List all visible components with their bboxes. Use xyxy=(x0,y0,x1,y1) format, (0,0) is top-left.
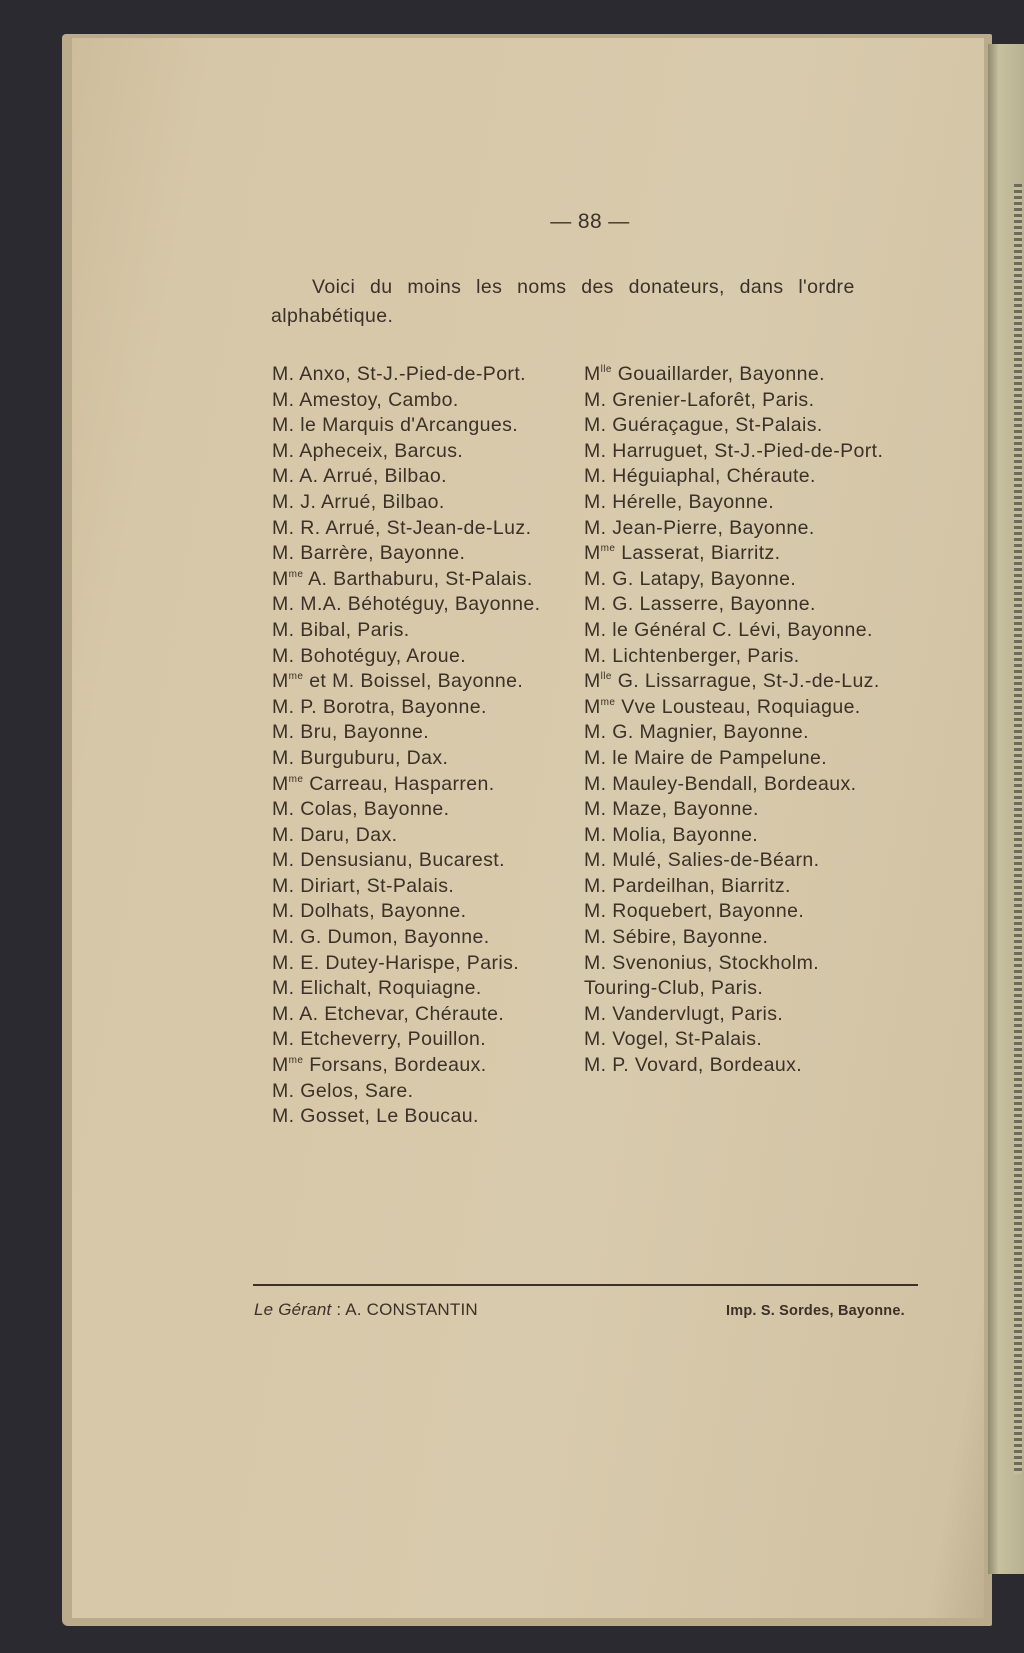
donor-name: Svenonius, Stockholm. xyxy=(612,951,820,974)
donor-title: M. xyxy=(272,593,295,616)
donor-entry xyxy=(272,1099,540,1128)
color-calibration-strip xyxy=(1014,184,1022,1474)
donor-name: J. Arrué, Bilbao. xyxy=(300,490,445,513)
donor-entry xyxy=(584,997,883,1023)
donor-entry xyxy=(584,562,883,588)
donor-title: M. xyxy=(584,874,607,897)
donor-title: M. xyxy=(584,823,607,846)
donor-name: Burguburu, Dax. xyxy=(300,746,449,769)
donor-name: Bru, Bayonne. xyxy=(300,721,430,744)
donor-title: M. xyxy=(584,798,607,821)
donor-name: G. Magnier, Bayonne. xyxy=(612,721,809,744)
donor-title: M. xyxy=(584,1028,607,1051)
donor-name: Héguiaphal, Chéraute. xyxy=(612,465,816,488)
donor-entry xyxy=(584,818,883,844)
donor-title: M. xyxy=(272,900,295,923)
donor-title: M. xyxy=(584,1002,607,1025)
donor-entry xyxy=(584,971,883,1000)
donor-name: Vve Lousteau, Roquiague. xyxy=(621,695,861,718)
donor-entry xyxy=(584,536,883,565)
donor-entry xyxy=(272,357,540,383)
donor-title: M. xyxy=(272,490,295,513)
donor-name: Lichtenberger, Paris. xyxy=(612,644,800,667)
donor-name: G. Lissarrague, St-J.-de-Luz. xyxy=(617,670,880,693)
donor-title: M. xyxy=(584,772,607,795)
page-number: — 88 — xyxy=(550,210,630,233)
donor-title-suffix: me xyxy=(288,773,304,785)
donor-entry xyxy=(584,434,883,460)
donor-title: M. xyxy=(584,618,607,641)
donor-entry xyxy=(584,690,883,716)
donor-name: Dolhats, Bayonne. xyxy=(300,900,467,923)
donor-entry xyxy=(584,587,883,616)
donor-title: M xyxy=(584,542,601,565)
donor-name: Densusianu, Bucarest. xyxy=(300,849,505,872)
donor-name: Etcheverry, Pouillon. xyxy=(300,1028,487,1051)
donor-list-right xyxy=(584,357,884,1077)
donor-entry xyxy=(272,1074,540,1100)
donor-name: Elichalt, Roquiagne. xyxy=(300,977,482,1000)
donor-entry xyxy=(584,511,883,537)
donor-name: Amestoy, Cambo. xyxy=(299,388,459,411)
donor-entry xyxy=(272,920,540,949)
donor-title: M xyxy=(584,363,601,385)
donor-entry xyxy=(584,946,883,972)
donor-entry xyxy=(272,383,540,409)
donor-entry xyxy=(584,843,883,872)
donor-title: M. xyxy=(584,414,607,437)
donor-entry xyxy=(272,459,540,488)
donor-title: M. xyxy=(272,542,295,565)
donor-title: M. xyxy=(272,388,295,411)
donor-title: M. xyxy=(584,490,607,513)
donor-title: M. xyxy=(272,1028,295,1051)
donor-name: et M. Boissel, Bayonne. xyxy=(309,670,524,693)
donor-entry xyxy=(272,408,540,437)
donor-entry xyxy=(272,792,540,821)
donor-title: M. xyxy=(584,1054,607,1077)
donor-title: M. xyxy=(584,465,607,488)
donor-entry xyxy=(272,1048,540,1077)
donor-title: M. xyxy=(272,695,295,718)
footer-gerant xyxy=(254,1300,478,1320)
donor-name: le Général C. Lévi, Bayonne. xyxy=(612,618,873,641)
donor-title: M. xyxy=(272,644,295,667)
donor-title: M. xyxy=(584,516,607,539)
donor-entry xyxy=(584,383,883,409)
donor-title: M. xyxy=(584,746,607,769)
donor-title: M. xyxy=(584,644,607,667)
donor-name: G. Lasserre, Bayonne. xyxy=(612,593,816,616)
intro-line-2: alphabétique. xyxy=(271,305,394,327)
donor-entry xyxy=(584,1048,883,1077)
donor-entry xyxy=(272,511,540,537)
donor-entry xyxy=(272,613,540,639)
donor-title: M xyxy=(272,1054,289,1077)
donor-title: M. xyxy=(272,926,295,949)
donor-title: M. xyxy=(272,746,295,769)
donor-name: A. Etchevar, Chéraute. xyxy=(299,1002,505,1025)
donor-name: Apheceix, Barcus. xyxy=(299,439,464,462)
donor-name: Roquebert, Bayonne. xyxy=(612,900,805,923)
donor-title: M. xyxy=(584,951,607,974)
donor-title: M. xyxy=(584,567,607,590)
donor-title: M. xyxy=(272,439,295,462)
donor-title: M xyxy=(272,567,289,590)
donor-title-suffix: me xyxy=(600,696,616,708)
donor-entry xyxy=(584,920,883,949)
donor-entry xyxy=(272,715,540,744)
donor-entry xyxy=(272,869,540,895)
donor-list-left xyxy=(272,357,541,1128)
donor-entry xyxy=(272,562,540,588)
footer-rule xyxy=(253,1284,918,1286)
donor-title-suffix: lle xyxy=(600,364,612,375)
donor-title: M. xyxy=(584,926,607,949)
donor-entry xyxy=(584,715,883,744)
donor-entry xyxy=(272,587,541,616)
donor-entry xyxy=(584,408,883,437)
donor-entry xyxy=(584,639,883,665)
donor-title: M. xyxy=(272,516,295,539)
donor-entry xyxy=(272,767,540,793)
donor-title-suffix: me xyxy=(288,671,304,683)
donor-name: Hérelle, Bayonne. xyxy=(612,490,775,513)
donor-name: Vandervlugt, Paris. xyxy=(612,1002,784,1025)
donor-name: Forsans, Bordeaux. xyxy=(309,1054,487,1077)
donor-entry xyxy=(272,1022,540,1051)
donor-title: M. xyxy=(584,900,607,923)
donor-entry xyxy=(272,818,540,844)
donor-entry xyxy=(272,971,540,1000)
donor-title: M. xyxy=(584,388,607,411)
donor-entry xyxy=(584,357,883,383)
donor-name: Bibal, Paris. xyxy=(300,618,410,641)
donor-name: Colas, Bayonne. xyxy=(300,798,450,821)
donor-title: M. xyxy=(584,439,607,462)
gerant-label: Le Gérant xyxy=(254,1300,332,1319)
donor-name: le Marquis d'Arcangues. xyxy=(300,414,519,437)
donor-entry xyxy=(272,894,540,923)
donor-title: M. xyxy=(272,798,295,821)
donor-title: M. xyxy=(272,1079,295,1102)
donor-title-suffix: me xyxy=(600,543,616,555)
donor-entry xyxy=(272,997,540,1023)
donor-title: M. xyxy=(584,849,607,872)
footer-printer: Imp. S. Sordes, Bayonne. xyxy=(726,1303,905,1319)
donor-name: G. Latapy, Bayonne. xyxy=(612,567,797,590)
donor-title: M. xyxy=(272,849,295,872)
donor-name: Gosset, Le Boucau. xyxy=(300,1105,479,1128)
donor-entry xyxy=(584,613,883,639)
donor-title: M. xyxy=(272,977,295,1000)
donor-name: Harruguet, St-J.-Pied-de-Port. xyxy=(612,439,884,462)
donor-entry xyxy=(584,1022,883,1051)
donor-name: Gouaillarder, Bayonne. xyxy=(617,363,825,385)
donor-title-suffix: me xyxy=(288,568,304,580)
donor-entry xyxy=(272,690,540,716)
donor-entry xyxy=(272,946,540,972)
donor-name: Lasserat, Biarritz. xyxy=(621,542,781,565)
donor-name: Diriart, St-Palais. xyxy=(300,874,455,897)
donor-name: Molia, Bayonne. xyxy=(612,823,759,846)
donor-entry xyxy=(272,664,540,693)
donor-title: M. xyxy=(272,414,295,437)
donor-title: M. xyxy=(272,618,295,641)
donor-title: M. xyxy=(272,1002,295,1025)
donor-name: Vogel, St-Palais. xyxy=(612,1028,763,1051)
donor-title-suffix: me xyxy=(288,1055,304,1067)
donor-entry xyxy=(272,434,540,460)
donor-name: Anxo, St-J.-Pied-de-Port. xyxy=(299,363,526,385)
donor-title-suffix: lle xyxy=(600,671,612,683)
donor-title: M. xyxy=(272,465,295,488)
donor-entry xyxy=(272,741,540,767)
donor-name: E. Dutey-Harispe, Paris. xyxy=(300,951,520,974)
donor-name: Guéraçague, St-Palais. xyxy=(612,414,823,437)
donor-name: Pardeilhan, Biarritz. xyxy=(612,874,791,897)
donor-name: P. Borotra, Bayonne. xyxy=(300,695,487,718)
donor-entry xyxy=(584,894,883,923)
donor-name: Sébire, Bayonne. xyxy=(612,926,769,949)
donor-name: A. Barthaburu, St-Palais. xyxy=(308,567,533,590)
donor-entry xyxy=(272,536,540,565)
donor-entry xyxy=(584,664,883,693)
donor-name: Mulé, Salies-de-Béarn. xyxy=(612,849,820,872)
donor-title: M xyxy=(272,772,289,795)
donor-name: Mauley-Bendall, Bordeaux. xyxy=(612,772,857,795)
donor-name: Carreau, Hasparren. xyxy=(309,772,495,795)
donor-name: M.A. Béhotéguy, Bayonne. xyxy=(300,593,541,616)
donor-entry xyxy=(584,485,883,511)
donor-name: le Maire de Pampelune. xyxy=(612,746,828,769)
donor-name: G. Dumon, Bayonne. xyxy=(300,926,490,949)
gerant-name: : A. CONSTANTIN xyxy=(331,1300,478,1319)
donor-name: R. Arrué, St-Jean-de-Luz. xyxy=(300,516,532,539)
donor-name: P. Vovard, Bordeaux. xyxy=(612,1054,803,1077)
donor-entry xyxy=(272,843,540,872)
donor-entry xyxy=(584,741,883,767)
donor-title: M. xyxy=(584,593,607,616)
donor-name: Maze, Bayonne. xyxy=(612,798,759,821)
donor-title: M. xyxy=(272,363,295,385)
donor-title: M. xyxy=(272,951,295,974)
donor-name: Jean-Pierre, Bayonne. xyxy=(612,516,815,539)
donor-title: M xyxy=(272,670,289,693)
donor-entry xyxy=(272,485,540,511)
donor-title: M. xyxy=(272,823,295,846)
donor-title: M. xyxy=(272,721,295,744)
donor-name: Grenier-Laforêt, Paris. xyxy=(612,388,815,411)
donor-title: M. xyxy=(272,1105,295,1128)
donor-name: Touring-Club, Paris. xyxy=(584,977,764,1000)
donor-name: Bohotéguy, Aroue. xyxy=(300,644,467,667)
donor-entry xyxy=(584,792,883,821)
donor-name: A. Arrué, Bilbao. xyxy=(299,465,447,488)
donor-title: M. xyxy=(584,721,607,744)
donor-title: M xyxy=(584,670,601,693)
donor-name: Barrère, Bayonne. xyxy=(300,542,466,565)
intro-line-1: Voici du moins les noms des donateurs, dans l'ordre xyxy=(312,276,855,298)
donor-entry xyxy=(584,459,883,488)
donor-entry xyxy=(272,639,540,665)
donor-title: M xyxy=(584,695,601,718)
donor-entry xyxy=(584,767,883,793)
donor-entry xyxy=(584,869,883,895)
donor-title: M. xyxy=(272,874,295,897)
adjacent-page-edge xyxy=(988,44,1024,1574)
donor-name: Gelos, Sare. xyxy=(300,1079,414,1102)
donor-name: Daru, Dax. xyxy=(300,823,398,846)
